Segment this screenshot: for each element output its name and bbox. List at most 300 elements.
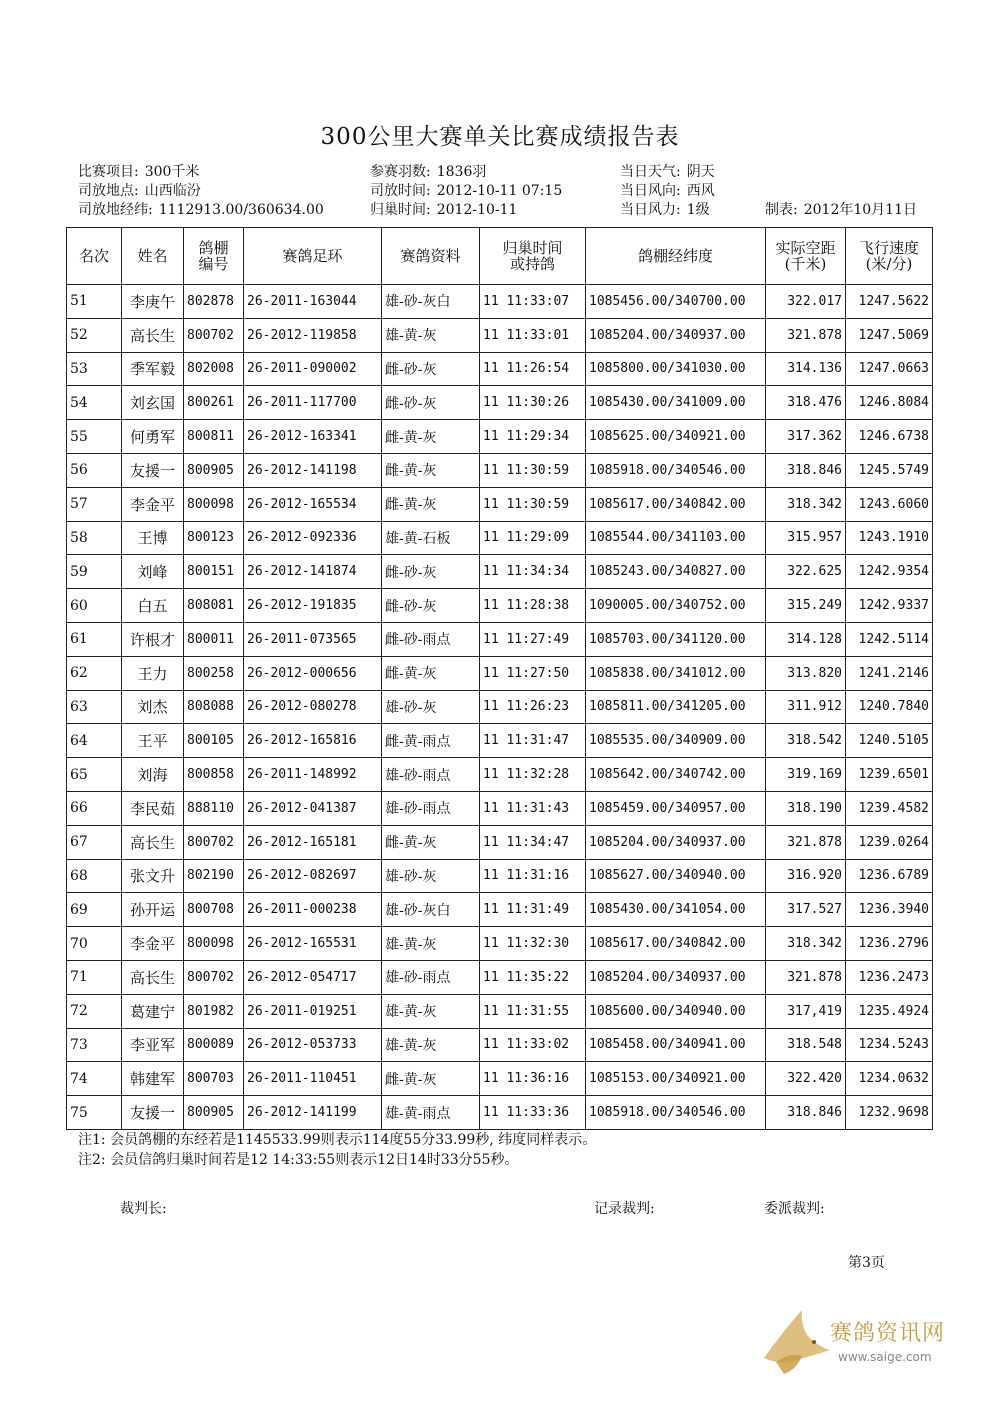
cell-pigeon-data: 雌-砂-雨点 [382,622,480,656]
cell-name: 葛建宁 [122,994,184,1028]
header-speed [846,228,933,285]
table-row [67,352,933,386]
meta-wind-dir-label: 当日风向: [620,183,681,199]
cell-rank: 67 [67,825,122,859]
cell-name: 友援一 [122,453,184,487]
cell-loft: 800905 [184,1096,244,1130]
cell-loft: 802878 [184,285,244,319]
cell-return-time: 11 11:30:59 [480,487,586,521]
cell-distance: 318.548 [766,1028,846,1062]
cell-return-time: 11 11:33:02 [480,1028,586,1062]
cell-pigeon-data: 雄-黄-灰 [382,994,480,1028]
cell-rank: 69 [67,893,122,927]
cell-rank: 75 [67,1096,122,1130]
cell-rank: 74 [67,1062,122,1096]
cell-loft-coord: 1085838.00/341012.00 [586,656,766,690]
meta-wind-force-value: 1级 [686,202,710,218]
table-row [67,318,933,352]
pigeon-logo-icon [756,1300,836,1380]
header-dist-line2: (千米) [784,255,827,273]
cell-name: 高长生 [122,825,184,859]
header-time-line1: 归巢时间 [502,239,563,257]
meta-release-time-label: 司放时间: [370,183,431,199]
cell-pigeon-data: 雌-黄-灰 [382,825,480,859]
cell-ring: 26-2011-000238 [244,893,382,927]
cell-rank: 52 [67,318,122,352]
cell-ring: 26-2012-041387 [244,791,382,825]
cell-return-time: 11 11:26:23 [480,690,586,724]
meta-wind-dir-value: 西风 [686,183,715,199]
cell-ring: 26-2012-092336 [244,521,382,555]
meta-release-time-value: 2012-10-11 07:15 [436,183,563,199]
chief-referee-label: 裁判长: [120,1201,167,1217]
cell-ring: 26-2012-080278 [244,690,382,724]
meta-made [765,201,917,219]
cell-loft: 808081 [184,589,244,623]
cell-speed: 1246.8084 [846,386,933,420]
cell-rank: 58 [67,521,122,555]
cell-rank: 72 [67,994,122,1028]
cell-distance: 322.420 [766,1062,846,1096]
cell-speed: 1236.2473 [846,960,933,994]
meta-made-value: 2012年10月11日 [803,202,917,218]
meta-weather-label: 当日天气: [620,164,681,180]
cell-ring: 26-2011-117700 [244,386,382,420]
cell-return-time: 11 11:31:43 [480,791,586,825]
header-speed-line1: 飞行速度 [858,239,919,257]
cell-name: 刘海 [122,758,184,792]
cell-name: 李民茹 [122,791,184,825]
cell-loft: 800702 [184,318,244,352]
meta-birds-label: 参赛羽数: [370,164,431,180]
cell-loft-coord: 1085204.00/340937.00 [586,960,766,994]
cell-loft: 800089 [184,1028,244,1062]
meta-event-value: 300千米 [144,164,200,180]
header-coord: 鸽棚经纬度 [586,228,766,285]
assigned-referee-label: 委派裁判: [764,1201,825,1217]
cell-pigeon-data: 雄-砂-灰白 [382,893,480,927]
cell-pigeon-data: 雌-黄-灰 [382,420,480,454]
cell-return-time: 11 11:30:59 [480,453,586,487]
notes [78,1130,596,1170]
cell-loft-coord: 1085430.00/341054.00 [586,893,766,927]
cell-distance: 317.362 [766,420,846,454]
cell-speed: 1242.9354 [846,555,933,589]
meta-release-coord-value: 1112913.00/360634.00 [158,202,324,218]
cell-distance: 313.820 [766,656,846,690]
meta-return-time [370,201,517,219]
cell-rank: 73 [67,1028,122,1062]
cell-name: 许根才 [122,622,184,656]
cell-distance: 315.249 [766,589,846,623]
header-ring: 赛鸽足环 [244,228,382,285]
meta-return-time-label: 归巢时间: [370,202,431,218]
cell-ring: 26-2011-073565 [244,622,382,656]
cell-ring: 26-2011-110451 [244,1062,382,1096]
cell-return-time: 11 11:32:30 [480,927,586,961]
cell-ring: 26-2012-163341 [244,420,382,454]
cell-speed: 1247.5069 [846,318,933,352]
cell-pigeon-data: 雌-砂-灰 [382,589,480,623]
table-row [67,893,933,927]
cell-loft: 800098 [184,927,244,961]
cell-loft-coord: 1085535.00/340909.00 [586,724,766,758]
cell-pigeon-data: 雄-砂-灰 [382,859,480,893]
header-time-line2: 或持鸽 [509,255,555,273]
table-row [67,555,933,589]
cell-loft-coord: 1090005.00/340752.00 [586,589,766,623]
cell-pigeon-data: 雌-黄-灰 [382,1062,480,1096]
cell-pigeon-data: 雌-黄-灰 [382,453,480,487]
cell-loft: 800258 [184,656,244,690]
table-row [67,859,933,893]
cell-pigeon-data: 雄-黄-灰 [382,318,480,352]
meta-birds [370,163,486,181]
cell-ring: 26-2012-119858 [244,318,382,352]
cell-name: 白五 [122,589,184,623]
cell-distance: 318.342 [766,927,846,961]
cell-name: 王博 [122,521,184,555]
cell-loft-coord: 1085243.00/340827.00 [586,555,766,589]
cell-speed: 1242.9337 [846,589,933,623]
cell-rank: 60 [67,589,122,623]
cell-loft-coord: 1085544.00/341103.00 [586,521,766,555]
note-2: 注2: 会员信鸽归巢时间若是12 14:33:55则表示12日14时33分55秒。 [78,1152,519,1168]
cell-ring: 26-2012-141199 [244,1096,382,1130]
cell-ring: 26-2012-082697 [244,859,382,893]
cell-return-time: 11 11:29:09 [480,521,586,555]
cell-ring: 26-2012-165534 [244,487,382,521]
cell-name: 高长生 [122,318,184,352]
cell-name: 李金平 [122,487,184,521]
header-speed-line2: (米/分) [865,255,913,273]
cell-return-time: 11 11:31:55 [480,994,586,1028]
cell-return-time: 11 11:32:28 [480,758,586,792]
table-row [67,1096,933,1130]
cell-name: 孙开运 [122,893,184,927]
header-time [480,228,586,285]
cell-pigeon-data: 雌-黄-灰 [382,487,480,521]
cell-return-time: 11 11:31:16 [480,859,586,893]
cell-ring: 26-2011-148992 [244,758,382,792]
cell-speed: 1243.1910 [846,521,933,555]
cell-loft-coord: 1085153.00/340921.00 [586,1062,766,1096]
cell-rank: 71 [67,960,122,994]
cell-speed: 1235.4924 [846,994,933,1028]
results-body [67,285,933,1130]
cell-pigeon-data: 雄-黄-灰 [382,1028,480,1062]
cell-pigeon-data: 雌-砂-灰 [382,352,480,386]
cell-ring: 26-2012-165181 [244,825,382,859]
cell-speed: 1240.7840 [846,690,933,724]
cell-rank: 62 [67,656,122,690]
cell-loft: 800811 [184,420,244,454]
cell-rank: 64 [67,724,122,758]
cell-loft: 800011 [184,622,244,656]
cell-loft-coord: 1085456.00/340700.00 [586,285,766,319]
meta-wind-dir [620,182,715,200]
cell-loft: 800151 [184,555,244,589]
cell-ring: 26-2012-054717 [244,960,382,994]
cell-distance: 318.342 [766,487,846,521]
table-row [67,386,933,420]
cell-loft-coord: 1085800.00/341030.00 [586,352,766,386]
table-row [67,960,933,994]
cell-name: 韩建军 [122,1062,184,1096]
cell-speed: 1243.6060 [846,487,933,521]
cell-pigeon-data: 雄-砂-雨点 [382,758,480,792]
table-row [67,825,933,859]
cell-return-time: 11 11:34:47 [480,825,586,859]
cell-speed: 1239.0264 [846,825,933,859]
cell-return-time: 11 11:27:50 [480,656,586,690]
cell-speed: 1241.2146 [846,656,933,690]
cell-distance: 317.527 [766,893,846,927]
cell-ring: 26-2012-141198 [244,453,382,487]
table-row [67,521,933,555]
cell-loft-coord: 1085430.00/341009.00 [586,386,766,420]
cell-pigeon-data: 雌-黄-灰 [382,656,480,690]
cell-speed: 1245.5749 [846,453,933,487]
page-number: 第3页 [848,1255,885,1271]
table-header-row [67,228,933,285]
cell-rank: 63 [67,690,122,724]
cell-speed: 1236.3940 [846,893,933,927]
cell-return-time: 11 11:35:22 [480,960,586,994]
cell-loft: 800105 [184,724,244,758]
cell-ring: 26-2012-191835 [244,589,382,623]
cell-name: 刘杰 [122,690,184,724]
cell-pigeon-data: 雌-砂-灰 [382,555,480,589]
cell-name: 高长生 [122,960,184,994]
table-row [67,453,933,487]
table-row [67,758,933,792]
cell-pigeon-data: 雄-砂-灰白 [382,285,480,319]
cell-speed: 1242.5114 [846,622,933,656]
meta-release-place [78,182,201,200]
results-table [66,227,933,1130]
cell-rank: 54 [67,386,122,420]
report-title: 300公里大赛单关比赛成绩报告表 [320,124,680,150]
cell-loft-coord: 1085458.00/340941.00 [586,1028,766,1062]
cell-ring: 26-2012-000656 [244,656,382,690]
header-rank: 名次 [67,228,122,285]
cell-loft: 800123 [184,521,244,555]
cell-pigeon-data: 雄-黄-雨点 [382,1096,480,1130]
meta-event [78,163,199,181]
cell-distance: 321.878 [766,825,846,859]
cell-return-time: 11 11:33:36 [480,1096,586,1130]
cell-loft-coord: 1085459.00/340957.00 [586,791,766,825]
cell-distance: 316.920 [766,859,846,893]
table-row [67,622,933,656]
header-loft-line1: 鸽棚 [198,239,229,257]
cell-speed: 1236.6789 [846,859,933,893]
cell-loft-coord: 1085600.00/340940.00 [586,994,766,1028]
cell-return-time: 11 11:34:34 [480,555,586,589]
meta-weather-value: 阴天 [686,164,715,180]
cell-rank: 51 [67,285,122,319]
cell-loft: 888110 [184,791,244,825]
cell-loft: 800905 [184,453,244,487]
cell-loft-coord: 1085625.00/340921.00 [586,420,766,454]
cell-speed: 1239.6501 [846,758,933,792]
cell-loft: 800098 [184,487,244,521]
meta-wind-force [620,201,710,219]
cell-ring: 26-2011-163044 [244,285,382,319]
cell-distance: 318.846 [766,453,846,487]
watermark-url: www.saige.com [838,1350,932,1364]
table-row [67,285,933,319]
table-row [67,724,933,758]
cell-return-time: 11 11:33:07 [480,285,586,319]
cell-distance: 321.878 [766,318,846,352]
cell-distance: 314.136 [766,352,846,386]
cell-loft-coord: 1085204.00/340937.00 [586,318,766,352]
cell-speed: 1232.9698 [846,1096,933,1130]
cell-distance: 317,419 [766,994,846,1028]
table-row [67,1062,933,1096]
cell-pigeon-data: 雄-砂-雨点 [382,960,480,994]
cell-distance: 319.169 [766,758,846,792]
cell-pigeon-data: 雌-砂-灰 [382,386,480,420]
cell-rank: 61 [67,622,122,656]
meta-event-label: 比赛项目: [78,164,139,180]
meta-birds-value: 1836羽 [436,164,487,180]
cell-pigeon-data: 雌-黄-雨点 [382,724,480,758]
cell-loft: 800702 [184,825,244,859]
cell-name: 季军毅 [122,352,184,386]
meta-release-coord-label: 司放地经纬: [78,202,153,218]
cell-ring: 26-2011-019251 [244,994,382,1028]
cell-speed: 1236.2796 [846,927,933,961]
cell-rank: 70 [67,927,122,961]
cell-loft-coord: 1085918.00/340546.00 [586,453,766,487]
meta-release-place-label: 司放地点: [78,183,139,199]
cell-distance: 322.017 [766,285,846,319]
cell-ring: 26-2012-053733 [244,1028,382,1062]
cell-rank: 55 [67,420,122,454]
meta-release-place-value: 山西临汾 [144,183,201,199]
meta-release-time [370,182,562,200]
cell-return-time: 11 11:30:26 [480,386,586,420]
cell-loft-coord: 1085811.00/341205.00 [586,690,766,724]
table-row [67,1028,933,1062]
meta-made-label: 制表: [765,202,798,218]
header-name: 姓名 [122,228,184,285]
cell-loft-coord: 1085703.00/341120.00 [586,622,766,656]
cell-speed: 1234.5243 [846,1028,933,1062]
cell-distance: 318.542 [766,724,846,758]
cell-pigeon-data: 雄-砂-雨点 [382,791,480,825]
cell-loft: 800858 [184,758,244,792]
cell-name: 刘玄国 [122,386,184,420]
cell-loft-coord: 1085918.00/340546.00 [586,1096,766,1130]
cell-name: 何勇军 [122,420,184,454]
cell-return-time: 11 11:29:34 [480,420,586,454]
cell-distance: 318.846 [766,1096,846,1130]
record-referee-label: 记录裁判: [594,1201,655,1217]
cell-name: 李金平 [122,927,184,961]
cell-pigeon-data: 雄-黄-灰 [382,927,480,961]
cell-name: 王力 [122,656,184,690]
note-1: 注1: 会员鸽棚的东经若是1145533.99则表示114度55分33.99秒, 纬度同样表示。 [78,1132,597,1148]
cell-loft: 800708 [184,893,244,927]
cell-distance: 315.957 [766,521,846,555]
table-row [67,589,933,623]
cell-name: 李庚午 [122,285,184,319]
cell-name: 刘峰 [122,555,184,589]
cell-distance: 318.476 [766,386,846,420]
cell-ring: 26-2011-090002 [244,352,382,386]
cell-distance: 311.912 [766,690,846,724]
table-row [67,420,933,454]
cell-loft-coord: 1085642.00/340742.00 [586,758,766,792]
cell-rank: 65 [67,758,122,792]
table-row [67,690,933,724]
cell-loft: 800702 [184,960,244,994]
header-data: 赛鸽资料 [382,228,480,285]
cell-ring: 26-2012-165816 [244,724,382,758]
cell-rank: 53 [67,352,122,386]
cell-rank: 56 [67,453,122,487]
cell-speed: 1247.0663 [846,352,933,386]
cell-loft: 802190 [184,859,244,893]
cell-return-time: 11 11:36:16 [480,1062,586,1096]
cell-distance: 318.190 [766,791,846,825]
cell-ring: 26-2012-141874 [244,555,382,589]
cell-rank: 57 [67,487,122,521]
cell-loft-coord: 1085204.00/340937.00 [586,825,766,859]
table-row [67,927,933,961]
cell-loft-coord: 1085617.00/340842.00 [586,927,766,961]
cell-rank: 68 [67,859,122,893]
cell-name: 张文升 [122,859,184,893]
cell-name: 李亚军 [122,1028,184,1062]
meta-release-coord [78,201,324,219]
cell-speed: 1246.6738 [846,420,933,454]
cell-rank: 59 [67,555,122,589]
meta-wind-force-label: 当日风力: [620,202,681,218]
cell-return-time: 11 11:26:54 [480,352,586,386]
cell-name: 友援一 [122,1096,184,1130]
cell-pigeon-data: 雄-砂-灰 [382,690,480,724]
header-loft [184,228,244,285]
cell-speed: 1234.0632 [846,1062,933,1096]
cell-return-time: 11 11:33:01 [480,318,586,352]
cell-loft-coord: 1085617.00/340842.00 [586,487,766,521]
cell-loft: 801982 [184,994,244,1028]
cell-speed: 1240.5105 [846,724,933,758]
watermark [756,1300,966,1384]
meta-weather [620,163,715,181]
cell-return-time: 11 11:27:49 [480,622,586,656]
cell-loft: 800261 [184,386,244,420]
cell-loft: 800703 [184,1062,244,1096]
cell-return-time: 11 11:28:38 [480,589,586,623]
cell-loft: 808088 [184,690,244,724]
cell-speed: 1239.4582 [846,791,933,825]
cell-distance: 314.128 [766,622,846,656]
cell-name: 王平 [122,724,184,758]
table-row [67,791,933,825]
meta-return-time-value: 2012-10-11 [436,202,518,218]
cell-return-time: 11 11:31:49 [480,893,586,927]
cell-loft-coord: 1085627.00/340940.00 [586,859,766,893]
header-loft-line2: 编号 [198,255,229,273]
cell-speed: 1247.5622 [846,285,933,319]
watermark-text: 赛鸽资讯网 [830,1321,946,1346]
